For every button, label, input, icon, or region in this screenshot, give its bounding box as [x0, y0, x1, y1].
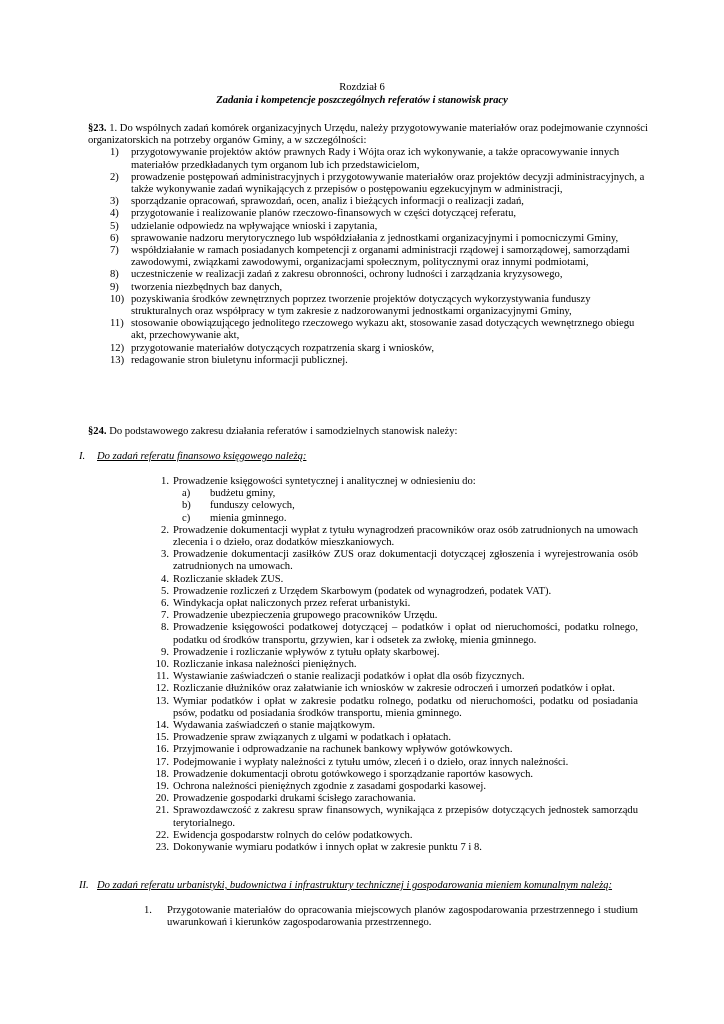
list-item [150, 744, 638, 756]
list-item-text: Rozliczanie składek ZUS. [173, 573, 284, 585]
list-item-text: Ochrona należności pieniężnych zgodnie z zasadami gospodarki kasowej. [173, 781, 486, 793]
sub-list-item-text: budżetu gminy, [210, 488, 276, 500]
chapter-subtitle: Zadania i kompetencje poszczególnych referatów i stanowisk pracy [216, 95, 508, 106]
list-item [150, 757, 638, 769]
list-item-text: współdziałanie w ramach posiadanych kompetencji z organami administracji rządowej i samorządowej, samorządami zawodowymi, związkami zawodowymi, organizacjami społecznym, politycznymi oraz innymi podmiotami, [131, 245, 630, 269]
list-item [88, 196, 648, 208]
list-item-number: 18. [155, 768, 169, 780]
section-1-title: Do zadań referatu finansowo księgowego należą: [97, 451, 307, 462]
list-item-text: Prowadzenie księgowości podatkowej dotyczącej – podatków i opłat od nieruchomości, podatku rolnego, podatku od środków transportu, grzywien, kar i odsetek za zwłokę, mienia gminnego. [173, 622, 638, 646]
list-item-number: 16. [155, 744, 169, 756]
list-item-text: Dokonywanie wymiaru podatków i innych opłat w zakresie punktu 7 i 8. [173, 842, 482, 854]
paragraph-24 [88, 426, 648, 438]
list-item [150, 610, 638, 622]
list-item-number: 3) [110, 196, 119, 208]
sub-list-item-letter: a) [182, 488, 191, 500]
list-item [88, 294, 648, 318]
list-item-number: 12. [155, 683, 169, 695]
list-item-text: udzielanie odpowiedz na wpływające wnioski i zapytania, [131, 220, 378, 232]
list-item-number: 8. [161, 622, 169, 634]
sub-list-item-text: mienia gminnego. [210, 512, 287, 524]
list-item-number: 1. [144, 905, 152, 916]
list-item-number: 8) [110, 269, 119, 281]
sub-list-item-letter: b) [182, 500, 191, 512]
list-item [150, 793, 638, 805]
list-item-number: 15. [155, 732, 169, 744]
list-item [150, 574, 638, 586]
paragraph-23-lead-text: 1. Do wspólnych zadań komórek organizacyjnych Urzędu, należy przygotowywanie materiałów oraz podejmowanie czynności organizatorskich na potrzeby organów Gminy, a w szczególności: [88, 123, 648, 147]
paragraph-23-lead [88, 123, 648, 147]
sub-list-item-text: funduszy celowych, [210, 500, 295, 512]
list-item-text: Prowadzenie rozliczeń z Urzędem Skarbowym (podatek od wynagrodzeń, podatek VAT). [173, 585, 552, 597]
list-item [88, 208, 648, 220]
list-item-text: Podejmowanie i wypłaty należności z tytułu umów, zleceń i o dzieło, oraz innych należności. [173, 756, 569, 768]
list-item-text: Rozliczanie inkasa należności pieniężnych. [173, 659, 357, 671]
list-item-text: sporządzanie opracowań, sprawozdań, ocen, analiz i bieżących informacji o realizacji zadań, [131, 196, 524, 208]
list-item-number: 4) [110, 208, 119, 220]
list-item-number: 2) [110, 171, 119, 183]
list-item [150, 671, 638, 683]
list-item [88, 233, 648, 245]
list-item-number: 1. [161, 476, 169, 487]
list-item-number: 9. [161, 646, 169, 658]
list-item-number: 13) [110, 354, 125, 366]
list-item-text: przygotowanie materiałów dotyczących rozpatrzenia skarg i wniosków, [131, 342, 434, 354]
list-item-number: 20. [155, 793, 169, 805]
list-item-number: 6) [110, 232, 119, 244]
list-item [150, 805, 638, 829]
list-item-number: 13. [155, 695, 169, 707]
list-item-text: Przygotowanie materiałów do opracowania miejscowych planów zagospodarowania przestrzennego i studium uwarunkowań i kierunków zagospodarowania przestrzennego. [167, 905, 638, 929]
section-2-heading [79, 880, 699, 892]
list-item-text: Przyjmowanie i odprowadzanie na rachunek bankowy wpływów gotówkowych. [173, 744, 513, 756]
chapter-heading: Rozdział 6 [339, 82, 385, 93]
list-item-text: Prowadzenie gospodarki drukami ścisłego zarachowania. [173, 793, 416, 805]
paragraph-24-lead-text: Do podstawowego zakresu działania referatów i samodzielnych stanowisk należy: [106, 426, 458, 437]
paragraph-24-sign: §24. [88, 426, 107, 437]
list-item [150, 696, 638, 720]
list-item-text: Prowadzenie dokumentacji zasiłków ZUS oraz dokumentacji dotyczącej zgłoszenia i wyrejestrowania osób zatrudnionych na umowach. [173, 549, 638, 573]
list-item [150, 842, 638, 854]
list-item [150, 732, 638, 744]
list-item-number: 10) [110, 293, 125, 305]
list-item-text: Prowadzenie i rozliczanie wpływów z tytułu opłaty skarbowej. [173, 646, 440, 658]
section-2-numeral: II. [79, 880, 89, 891]
list-item-number: 22. [155, 829, 169, 841]
list-item [150, 830, 638, 842]
sub-list-item [150, 513, 638, 525]
list-item-number: 5) [110, 220, 119, 232]
list-item [150, 781, 638, 793]
list-item [88, 269, 648, 281]
list-item-text: Rozliczanie dłużników oraz załatwianie ich wniosków w zakresie odroczeń i umorzeń podatków i opłat. [173, 683, 615, 695]
section-1-numeral: I. [79, 451, 86, 462]
list-item-text: redagowanie stron biuletynu informacji publicznej. [131, 354, 348, 366]
list-item-number: 17. [155, 756, 169, 768]
list-item-text: Prowadzenie spraw związanych z ulgami w podatkach i opłatach. [173, 732, 451, 744]
paragraph-23-list [88, 147, 648, 367]
list-item-text: Wystawianie zaświadczeń o stanie realizacji podatków i opłat dla osób fizycznych. [173, 671, 525, 683]
list-item [150, 647, 638, 659]
list-item [150, 683, 638, 695]
list-item-text: Wymiar podatków i opłat w zakresie podatku rolnego, podatku od nieruchomości, podatku od posiadania psów, podatku od posiadania środków transportu, mienia gminnego. [173, 695, 638, 719]
list-item-text: Windykacja opłat naliczonych przez referat urbanistyki. [173, 598, 411, 610]
list-item [88, 172, 648, 196]
paragraph-23 [88, 123, 648, 367]
list-item-text: Prowadzenie dokumentacji wypłat z tytułu wynagrodzeń pracowników oraz osób zatrudnionych na umowach zlecenia i o dzieło, oraz dodatków mieszkaniowych. [173, 524, 638, 549]
list-item-text: uczestniczenie w realizacji zadań z zakresu obronności, ochrony ludności i zarządzania kryzysowego, [131, 269, 563, 281]
list-item-number: 11. [156, 671, 169, 683]
list-item-text: sprawowanie nadzoru merytorycznego lub współdziałania z jednostkami organizacyjnymi i pomocniczymi Gminy, [131, 232, 619, 244]
list-item-text: pozyskiwania środków zewnętrznych poprzez tworzenie projektów dotyczących wykorzystywania funduszy strukturalnych oraz współpracy w tym zakresie z nadzorowanymi jednostkami organizacyjnymi Gminy, [131, 293, 591, 318]
list-item-number: 14. [155, 720, 169, 732]
list-item-number: 4. [161, 573, 169, 585]
list-item-number: 7) [110, 245, 119, 257]
list-item [150, 720, 638, 732]
section-1-heading [79, 451, 659, 463]
list-item-text: Prowadzenie dokumentacji obrotu gotówkowego i sporządzanie raportów kasowych. [173, 768, 534, 780]
list-item [144, 905, 638, 929]
list-item-number: 19. [155, 781, 169, 793]
list-item-text: stosowanie obowiązującego jednolitego rzeczowego wykazu akt, stosowanie zasad dotyczących wewnętrznego obiegu akt, przechowywanie akt, [131, 318, 635, 342]
list-item [88, 282, 648, 294]
list-item-number: 1) [110, 147, 119, 159]
sub-list-item [150, 488, 638, 500]
list-item [88, 147, 648, 171]
list-item [150, 598, 638, 610]
paragraph-23-sign: §23. [88, 123, 107, 134]
section-2-title: Do zadań referatu urbanistyki, budownictwa i infrastruktury technicznej i gospodarowania mieniem komunalnym należą: [97, 880, 613, 891]
list-item-number: 5. [161, 585, 169, 597]
sub-list-item [150, 500, 638, 512]
list-item-text: przygotowanie i realizowanie planów rzeczowo-finansowych w części dotyczącej referatu, [131, 208, 517, 220]
list-item-text: Prowadzenie ubezpieczenia grupowego pracowników Urzędu. [173, 610, 438, 622]
list-item-text: Ewidencja gospodarstw rolnych do celów podatkowych. [173, 829, 413, 841]
list-item [88, 221, 648, 233]
list-item [150, 476, 638, 488]
list-item [88, 318, 648, 342]
sub-list-item-letter: c) [182, 512, 191, 524]
list-item-number: 6. [161, 598, 169, 610]
list-item-text: prowadzenie postępowań administracyjnych i przygotowywanie materiałów oraz projektów decyzji administracyjnych, a także wykonywanie zadań wynikających z przepisów o postępowaniu egzekucyjnym w administracji, [131, 171, 645, 196]
section-1-list [150, 476, 638, 854]
section-2-list [144, 905, 638, 929]
list-item-text: przygotowywanie projektów aktów prawnych Rady i Wójta oraz ich wykonywanie, a także opracowywanie innych materiałów przedkładanych tym organom lub ich przedstawicielom, [131, 147, 620, 171]
list-item-text: Prowadzenie księgowości syntetycznej i analitycznej w odniesieniu do: [173, 476, 476, 487]
list-item-text: tworzenia niezbędnych baz danych, [131, 281, 283, 293]
list-item [150, 622, 638, 646]
list-item [150, 769, 638, 781]
list-item-number: 7. [161, 610, 169, 622]
list-item-number: 10. [155, 659, 169, 671]
list-item-number: 12) [110, 342, 125, 354]
list-item-number: 21. [155, 805, 169, 817]
list-item [150, 586, 638, 598]
list-item [150, 549, 638, 573]
list-item [88, 355, 648, 367]
list-item-number: 9) [110, 281, 119, 293]
list-item [88, 245, 648, 269]
list-item [88, 343, 648, 355]
list-item-number: 3. [161, 549, 169, 561]
list-item-text: Wydawania zaświadczeń o stanie majątkowym. [173, 720, 376, 732]
list-item [150, 659, 638, 671]
list-item-number: 23. [155, 842, 169, 854]
list-item [150, 525, 638, 549]
list-item-text: Sprawozdawczość z zakresu spraw finansowych, wynikająca z przepisów dotyczących jednostek samorządu terytorialnego. [173, 805, 638, 829]
list-item-number: 11) [110, 318, 124, 330]
list-item-number: 2. [161, 524, 169, 536]
